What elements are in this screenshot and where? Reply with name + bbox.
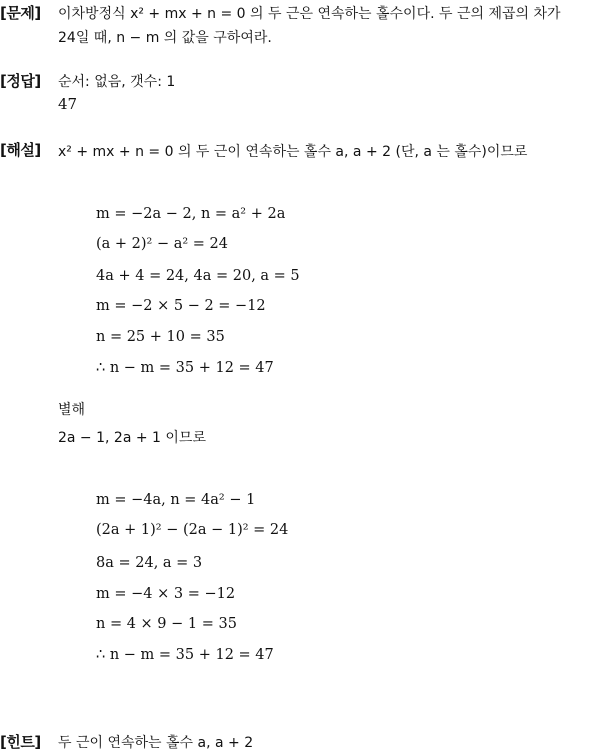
solution-eq-6: ∴ n − m = 35 + 12 = 47 [96,360,274,376]
solution-eq-5: n = 25 + 10 = 35 [96,329,225,345]
hint-tag: [힌트] [0,733,41,751]
problem-line-2: 24일 때, n − m 의 값을 구하여라. [58,30,272,46]
alt-eq-4: m = −4 × 3 = −12 [96,586,236,602]
alt-eq-3: 8a = 24, a = 3 [96,555,203,571]
answer-value: 47 [58,95,78,113]
problem-tag: [문제] [0,4,41,22]
alt-solution-intro: 2a − 1, 2a + 1 이므로 [58,430,206,446]
solution-eq-4: m = −2 × 5 − 2 = −12 [96,298,266,314]
answer-order-count: 순서: 없음, 갯수: 1 [58,74,176,90]
alt-eq-2: (2a + 1)² − (2a − 1)² = 24 [96,522,289,538]
answer-tag: [정답] [0,72,41,90]
solution-intro: x² + mx + n = 0 의 두 근이 연속하는 홀수 a, a + 2 (단, a 는 홀수)이므로 [58,144,528,160]
hint-text: 두 근이 연속하는 홀수 a, a + 2 [58,735,254,751]
solution-eq-1: m = −2a − 2, n = a² + 2a [96,206,286,222]
alt-eq-6: ∴ n − m = 35 + 12 = 47 [96,647,274,663]
solution-eq-2: (a + 2)² − a² = 24 [96,236,229,252]
alt-eq-1: m = −4a, n = 4a² − 1 [96,492,256,508]
alt-solution-title: 별해 [58,402,86,418]
alt-eq-5: n = 4 × 9 − 1 = 35 [96,616,237,632]
problem-line-1: 이차방정식 x² + mx + n = 0 의 두 근은 연속하는 홀수이다. 두 근의 제곱의 차가 [58,6,561,22]
solution-tag: [해설] [0,141,41,159]
solution-eq-3: 4a + 4 = 24, 4a = 20, a = 5 [96,268,300,284]
